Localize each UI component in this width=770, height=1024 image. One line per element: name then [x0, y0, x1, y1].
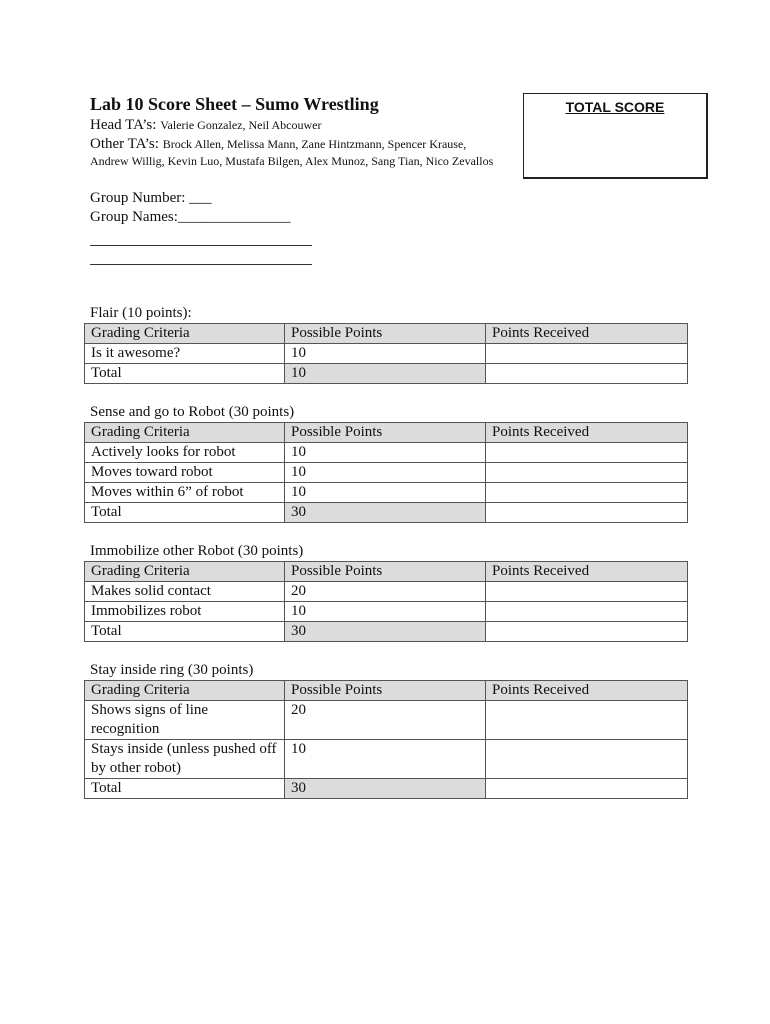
- header-possible-points: Possible Points: [285, 681, 486, 701]
- table-row: [85, 602, 688, 622]
- table-row: [85, 443, 688, 463]
- table-row-total: [85, 364, 688, 384]
- points-received-cell[interactable]: [486, 701, 688, 740]
- header-possible-points: Possible Points: [285, 324, 486, 344]
- table-row: [85, 344, 688, 364]
- header-possible-points: Possible Points: [285, 423, 486, 443]
- points-received-cell[interactable]: [486, 740, 688, 779]
- table-row: [85, 582, 688, 602]
- section-heading: Sense and go to Robot (30 points): [90, 404, 295, 420]
- sheet-title: Lab 10 Score Sheet – Sumo Wrestling: [90, 94, 379, 114]
- group-names-blank-2[interactable]: [90, 264, 312, 265]
- criteria-cell: Total: [85, 364, 285, 384]
- head-tas-label: Head TA’s:: [90, 117, 157, 133]
- table-row: [85, 483, 688, 503]
- criteria-cell: Total: [85, 779, 285, 799]
- possible-points-cell: 10: [285, 602, 486, 622]
- points-received-cell[interactable]: [486, 364, 688, 384]
- other-tas-names-1: Brock Allen, Melissa Mann, Zane Hintzmann, Spencer Krause,: [162, 137, 467, 151]
- points-received-cell[interactable]: [486, 622, 688, 642]
- criteria-cell: Is it awesome?: [85, 344, 285, 364]
- header-grading-criteria: Grading Criteria: [85, 562, 285, 582]
- score-table-immobilize: [84, 561, 688, 642]
- head-tas-names: Valerie Gonzalez, Neil Abcouwer: [160, 118, 322, 132]
- criteria-cell: Moves toward robot: [85, 463, 285, 483]
- points-received-cell[interactable]: [486, 602, 688, 622]
- possible-points-cell: 10: [285, 483, 486, 503]
- criteria-cell: Shows signs of line recognition: [85, 701, 285, 740]
- criteria-cell: Actively looks for robot: [85, 443, 285, 463]
- group-number-label: Group Number: ___: [90, 190, 212, 206]
- total-score-label: TOTAL SCORE: [565, 99, 665, 115]
- other-tas-label: Other TA’s:: [90, 136, 159, 152]
- header-points-received: Points Received: [486, 324, 688, 344]
- group-names-label: Group Names:_______________: [90, 209, 291, 225]
- criteria-cell: Total: [85, 503, 285, 523]
- section-heading: Immobilize other Robot (30 points): [90, 543, 304, 559]
- criteria-cell: Makes solid contact: [85, 582, 285, 602]
- table-header-row: [85, 324, 688, 344]
- criteria-cell: Immobilizes robot: [85, 602, 285, 622]
- other-tas-line: [90, 136, 466, 153]
- header-possible-points: Possible Points: [285, 562, 486, 582]
- points-received-cell[interactable]: [486, 582, 688, 602]
- header-points-received: Points Received: [486, 681, 688, 701]
- possible-points-cell: 30: [285, 779, 486, 799]
- criteria-cell: Total: [85, 622, 285, 642]
- total-score-box[interactable]: [523, 93, 708, 179]
- header-points-received: Points Received: [486, 562, 688, 582]
- possible-points-cell: 10: [285, 344, 486, 364]
- possible-points-cell: 20: [285, 701, 486, 740]
- table-row-total: [85, 779, 688, 799]
- other-tas-names-2: Andrew Willig, Kevin Luo, Mustafa Bilgen, Alex Munoz, Sang Tian, Nico Zevallos: [90, 154, 494, 168]
- section-heading: Flair (10 points):: [90, 305, 192, 321]
- table-row-total: [85, 503, 688, 523]
- points-received-cell[interactable]: [486, 443, 688, 463]
- group-names-blank-1[interactable]: [90, 245, 312, 246]
- points-received-cell[interactable]: [486, 463, 688, 483]
- possible-points-cell: 10: [285, 463, 486, 483]
- score-table-sense: [84, 422, 688, 523]
- section-heading: Stay inside ring (30 points): [90, 662, 254, 678]
- score-table-ring: [84, 680, 688, 799]
- score-table-flair: [84, 323, 688, 384]
- header-grading-criteria: Grading Criteria: [85, 324, 285, 344]
- header-grading-criteria: Grading Criteria: [85, 423, 285, 443]
- table-row: [85, 740, 688, 779]
- points-received-cell[interactable]: [486, 483, 688, 503]
- possible-points-cell: 10: [285, 740, 486, 779]
- header-grading-criteria: Grading Criteria: [85, 681, 285, 701]
- criteria-cell: Moves within 6” of robot: [85, 483, 285, 503]
- head-tas-line: [90, 117, 321, 134]
- possible-points-cell: 20: [285, 582, 486, 602]
- table-header-row: [85, 681, 688, 701]
- points-received-cell[interactable]: [486, 779, 688, 799]
- table-row-total: [85, 622, 688, 642]
- possible-points-cell: 10: [285, 364, 486, 384]
- possible-points-cell: 30: [285, 622, 486, 642]
- criteria-cell: Stays inside (unless pushed off by other robot): [85, 740, 285, 779]
- header-points-received: Points Received: [486, 423, 688, 443]
- table-row: [85, 701, 688, 740]
- table-header-row: [85, 423, 688, 443]
- points-received-cell[interactable]: [486, 503, 688, 523]
- table-row: [85, 463, 688, 483]
- points-received-cell[interactable]: [486, 344, 688, 364]
- possible-points-cell: 10: [285, 443, 486, 463]
- possible-points-cell: 30: [285, 503, 486, 523]
- table-header-row: [85, 562, 688, 582]
